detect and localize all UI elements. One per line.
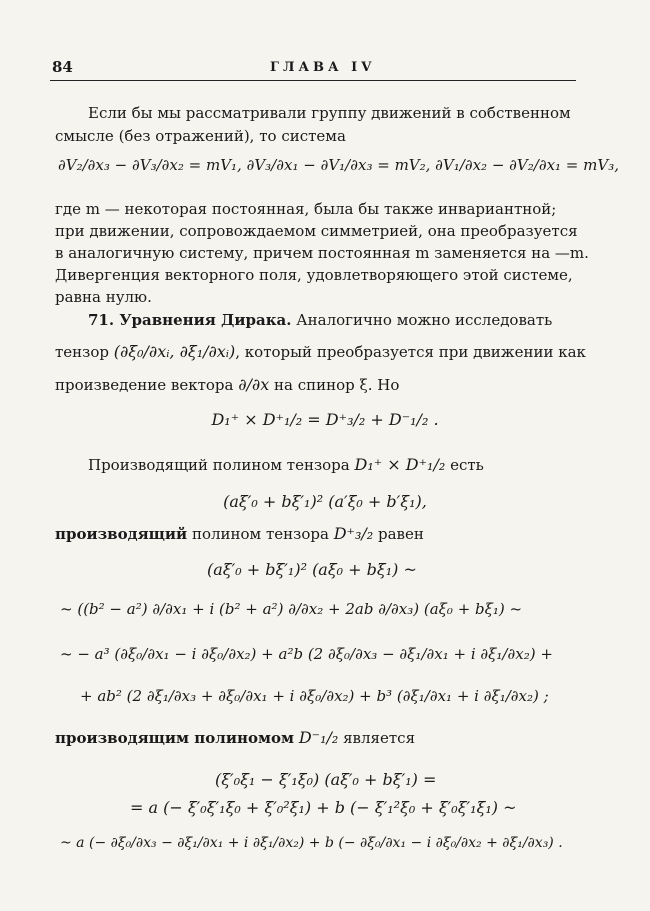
text-line: где m — некоторая постоянная, была бы также инвариантной; bbox=[55, 200, 557, 218]
text-span: тензор bbox=[55, 343, 109, 361]
equation: ∂V₂/∂x₃ − ∂V₃/∂x₂ = mV₁, ∂V₃/∂x₁ − ∂V₁/∂x₃ = mV₂, ∂V₁/∂x₂ − ∂V₂/∂x₁ = mV₃, bbox=[58, 156, 619, 174]
text-span: Аналогично можно исследовать bbox=[291, 311, 553, 329]
equation: ~ ((b² − a²) ∂/∂x₁ + i (b² + a²) ∂/∂x₂ + 2ab ∂/∂x₃) (aξ₀ + bξ₁) ~ bbox=[60, 600, 523, 618]
text-span: есть bbox=[450, 456, 484, 474]
equation: ~ a (− ∂ξ₀/∂x₃ − ∂ξ₁/∂x₁ + i ∂ξ₁/∂x₂) + b (− ∂ξ₀/∂x₁ − i ∂ξ₀/∂x₂ + ∂ξ₁/∂x₃) . bbox=[60, 835, 563, 851]
text-line bbox=[55, 728, 415, 748]
inline-math: D⁺₃/₂ bbox=[333, 524, 374, 543]
text-span: на спинор ξ. Но bbox=[274, 376, 400, 394]
text-line: смысле (без отражений), то система bbox=[55, 127, 346, 145]
text-span: , который преобразуется при движении как bbox=[235, 343, 586, 361]
inline-math: D⁻₁/₂ bbox=[298, 728, 339, 747]
text-span: является bbox=[343, 729, 416, 747]
equation: = a (− ξ′₀ξ′₁ξ₀ + ξ′₀²ξ₁) + b (− ξ′₁²ξ₀ + ξ′₀ξ′₁ξ₁) ~ bbox=[130, 798, 517, 817]
text-line: при движении, сопровождаемом симметрией, она преобразуется bbox=[55, 222, 578, 240]
equation: ~ − a³ (∂ξ₀/∂x₁ − i ∂ξ₀/∂x₂) + a²b (2 ∂ξ₀/∂x₃ − ∂ξ₁/∂x₁ + i ∂ξ₁/∂x₂) + bbox=[60, 645, 553, 663]
inline-math: ∂/∂x bbox=[238, 375, 270, 394]
text-line: в аналогичную систему, причем постоянная m заменяется на —m. bbox=[55, 244, 589, 262]
inline-math: (∂ξ₀/∂xᵢ, ∂ξ₁/∂xᵢ) bbox=[113, 342, 236, 361]
text-span: произведение вектора bbox=[55, 376, 234, 394]
text-line bbox=[55, 524, 424, 544]
equation: D₁⁺ × D⁺₁/₂ = D⁺₃/₂ + D⁻₁/₂ . bbox=[211, 410, 439, 429]
text-line bbox=[88, 455, 484, 475]
text-span: Производящий полином тензора bbox=[88, 456, 350, 474]
text-span: полином тензора bbox=[191, 525, 329, 543]
equation: (aξ′₀ + bξ′₁)² (aξ₀ + bξ₁) ~ bbox=[207, 560, 417, 579]
text-line: равна нулю. bbox=[55, 288, 152, 306]
text-line bbox=[55, 375, 399, 395]
text-line bbox=[55, 342, 586, 362]
equation: (aξ′₀ + bξ′₁)² (a′ξ₀ + b′ξ₁), bbox=[223, 492, 427, 511]
page-number: 84 bbox=[52, 58, 73, 76]
text-span: производящим полиномом bbox=[55, 729, 295, 747]
section-title: 71. Уравнения Дирака. bbox=[88, 311, 292, 329]
text-line: Если бы мы рассматривали группу движений в собственном bbox=[88, 104, 571, 122]
text-line: Дивергенция векторного поля, удовлетворяющего этой системе, bbox=[55, 266, 573, 284]
equation: (ξ′₀ξ₁ − ξ′₁ξ₀) (aξ′₀ + bξ′₁) = bbox=[215, 770, 437, 789]
section-line bbox=[88, 310, 552, 330]
inline-math: D₁⁺ × D⁺₁/₂ bbox=[354, 455, 446, 474]
text-span: производящий bbox=[55, 525, 188, 543]
header-rule bbox=[50, 80, 576, 81]
text-span: равен bbox=[377, 525, 424, 543]
running-head: ГЛАВА IV bbox=[270, 60, 376, 75]
equation: + ab² (2 ∂ξ₁/∂x₃ + ∂ξ₀/∂x₁ + i ∂ξ₀/∂x₂) + b³ (∂ξ₁/∂x₁ + i ∂ξ₁/∂x₂) ; bbox=[80, 687, 549, 705]
